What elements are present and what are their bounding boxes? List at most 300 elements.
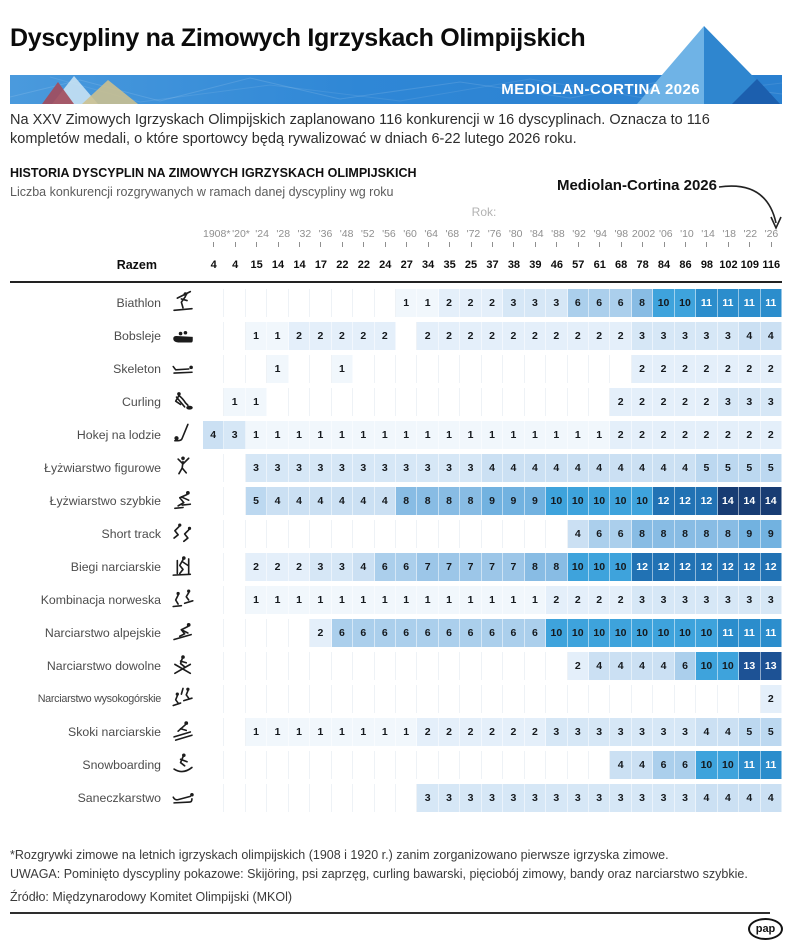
- heatmap-cell: [353, 388, 374, 416]
- heatmap-cell: 3: [653, 586, 674, 614]
- tick-mark: [289, 242, 310, 247]
- heatmap-cell: 5: [739, 454, 760, 482]
- heatmap-cell: 1: [417, 586, 438, 614]
- heatmap-cell: 5: [696, 454, 717, 482]
- heatmap-cell: [246, 751, 267, 779]
- heatmap-cell: 7: [460, 553, 481, 581]
- heatmap-cell: [224, 487, 245, 515]
- heatmap-cell: 1: [482, 421, 503, 449]
- heatmap-cell: [267, 388, 288, 416]
- heatmap-cell: 1: [332, 355, 353, 383]
- heatmap-cell: [503, 520, 524, 548]
- heatmap-cell: 9: [525, 487, 546, 515]
- source-line: Źródło: Międzynarodowy Komitet Olimpijski (MKOl): [10, 890, 293, 904]
- year-label: '80: [508, 228, 523, 240]
- ice-hockey-icon: [168, 421, 198, 449]
- heatmap-cell: 9: [761, 520, 782, 548]
- heatmap-cell: 3: [761, 586, 782, 614]
- total-value: 14: [271, 259, 285, 271]
- heatmap-cell: 3: [589, 784, 610, 812]
- heatmap-cell: 12: [696, 553, 717, 581]
- heatmap-cell: 2: [460, 289, 481, 317]
- section-subheading: Liczba konkurencji rozgrywanych w ramach danej dyscypliny wg roku: [10, 185, 394, 199]
- heatmap-cell: [203, 289, 224, 317]
- heatmap-cell: [353, 355, 374, 383]
- heatmap-cell: [375, 751, 396, 779]
- discipline-label: Kombinacja norweska: [40, 592, 161, 607]
- heatmap-cell: 2: [503, 718, 524, 746]
- heatmap-cell: 6: [675, 751, 696, 779]
- heatmap-cell: 10: [568, 619, 589, 647]
- heatmap-cell: [310, 355, 331, 383]
- heatmap-cell: 4: [653, 454, 674, 482]
- heatmap-cell: [224, 718, 245, 746]
- heatmap-cell: 9: [503, 487, 524, 515]
- heatmap-cell: [224, 751, 245, 779]
- heatmap-cell: 3: [589, 718, 610, 746]
- heatmap-cell: 1: [525, 421, 546, 449]
- heatmap-cell: [289, 784, 310, 812]
- heatmap-cell: 3: [718, 388, 739, 416]
- discipline-label: Saneczkarstwo: [77, 790, 161, 805]
- heatmap-cell: [396, 652, 417, 680]
- tick-mark: [653, 242, 674, 247]
- heatmap-cell: 11: [739, 619, 760, 647]
- heatmap-cell: 6: [610, 520, 631, 548]
- ski-jumping-icon: [168, 718, 198, 746]
- heatmap-cell: 2: [310, 619, 331, 647]
- total-value: 4: [232, 259, 239, 271]
- heatmap-cell: [439, 751, 460, 779]
- heatmap-cell: 2: [439, 718, 460, 746]
- heatmap-cell: 2: [610, 586, 631, 614]
- heatmap-cell: 12: [675, 553, 696, 581]
- heatmap-cell: 1: [267, 718, 288, 746]
- year-label: '32: [297, 228, 312, 240]
- total-value: 35: [443, 259, 456, 271]
- discipline-label: Łyżwiarstwo figurowe: [44, 460, 161, 475]
- heatmap-cell: 1: [546, 421, 567, 449]
- heatmap-cell: 3: [696, 586, 717, 614]
- heatmap-cell: 2: [439, 289, 460, 317]
- heatmap-cell: 1: [310, 421, 331, 449]
- total-value: 46: [550, 259, 563, 271]
- banner-triangles: [24, 75, 184, 104]
- year-label: '92: [572, 228, 586, 240]
- heatmap-cell: 3: [503, 784, 524, 812]
- heatmap-cell: 13: [739, 652, 760, 680]
- heatmap-cell: [375, 388, 396, 416]
- heatmap-cell: [203, 586, 224, 614]
- heatmap-cell: [460, 751, 481, 779]
- row-label-area: [10, 421, 203, 449]
- heatmap-cell: 8: [653, 520, 674, 548]
- heatmap-cell: 4: [675, 454, 696, 482]
- year-label: '48: [339, 228, 354, 240]
- heatmap-cell: 10: [653, 619, 674, 647]
- heatmap-cell: [203, 652, 224, 680]
- total-value: 22: [336, 259, 349, 271]
- row-cells: [203, 784, 782, 812]
- tick-mark: [696, 242, 717, 247]
- heatmap-cell: [375, 289, 396, 317]
- heatmap-cell: 3: [632, 784, 653, 812]
- discipline-label: Narciarstwo wysokogórskie: [37, 692, 161, 705]
- row-label-area: [10, 652, 203, 680]
- year-label: '84: [529, 228, 544, 240]
- year-label: 2002: [631, 228, 656, 240]
- heatmap-cell: [289, 388, 310, 416]
- year-label: '26: [764, 228, 779, 240]
- heatmap-cell: 2: [675, 421, 696, 449]
- year-label: '24: [255, 228, 269, 240]
- discipline-label: Bobsleje: [113, 328, 161, 343]
- heatmap-cell: [289, 619, 310, 647]
- heatmap-cell: 2: [503, 322, 524, 350]
- heatmap-cell: [718, 685, 739, 713]
- heatmap-cell: 3: [246, 454, 267, 482]
- tick-mark: [632, 242, 653, 247]
- heatmap-cell: 9: [482, 487, 503, 515]
- heatmap-cell: 3: [632, 718, 653, 746]
- heatmap-cell: 3: [503, 289, 524, 317]
- discipline-label: Łyżwiarstwo szybkie: [49, 493, 161, 508]
- year-label: '68: [445, 228, 460, 240]
- heatmap-cell: 1: [332, 421, 353, 449]
- total-value: 25: [464, 259, 478, 271]
- heatmap-cell: 4: [589, 652, 610, 680]
- table-row: [10, 748, 782, 781]
- heatmap-cell: 3: [439, 454, 460, 482]
- table-row: [10, 583, 782, 616]
- tick-mark: [332, 242, 353, 247]
- heatmap-cell: [246, 619, 267, 647]
- heatmap-cell: 11: [739, 289, 760, 317]
- year-label: '36: [318, 228, 333, 240]
- total-value: 57: [572, 259, 585, 271]
- footnote-1: *Rozgrywki zimowe na letnich igrzyskach olimpijskich (1908 i 1920 r.) zanim zorganizowano pierwsze igrzyska zimowe.: [10, 848, 669, 862]
- heatmap-cell: [353, 520, 374, 548]
- heatmap-cell: [289, 520, 310, 548]
- heatmap-cell: 7: [503, 553, 524, 581]
- row-cells: [203, 553, 782, 581]
- year-label: '52: [360, 228, 375, 240]
- heatmap-cell: 6: [375, 619, 396, 647]
- heatmap-cell: 2: [653, 388, 674, 416]
- heatmap-cell: 2: [589, 322, 610, 350]
- heatmap-cell: 2: [482, 322, 503, 350]
- total-value: 4: [210, 259, 217, 271]
- heatmap-cell: 10: [546, 619, 567, 647]
- heatmap-cell: [482, 388, 503, 416]
- tick-mark: [396, 242, 417, 247]
- heatmap-cell: 3: [546, 289, 567, 317]
- heatmap-cell: [525, 685, 546, 713]
- heatmap-cell: 3: [375, 454, 396, 482]
- heatmap-cell: 1: [375, 586, 396, 614]
- table-row: [10, 682, 782, 715]
- bobsleigh-icon: [168, 322, 198, 350]
- heatmap-cell: 4: [696, 784, 717, 812]
- heatmap-cell: [224, 652, 245, 680]
- heatmap-cell: 1: [503, 586, 524, 614]
- heatmap-cell: 6: [353, 619, 374, 647]
- heatmap-cell: 3: [289, 454, 310, 482]
- heatmap-cell: [396, 751, 417, 779]
- total-value: 109: [740, 259, 759, 271]
- heatmap-cell: [546, 388, 567, 416]
- row-label-area: [10, 487, 203, 515]
- tick-mark: [503, 242, 524, 247]
- year-label: '72: [466, 228, 481, 240]
- heatmap-cell: 1: [589, 421, 610, 449]
- heatmap-cell: 1: [310, 718, 331, 746]
- heatmap-cell: 1: [460, 586, 481, 614]
- heatmap-cell: [267, 619, 288, 647]
- heatmap-cell: 12: [632, 553, 653, 581]
- total-value: 22: [357, 259, 370, 271]
- heatmap-cell: 1: [375, 421, 396, 449]
- heatmap-cell: 6: [460, 619, 481, 647]
- heatmap-cell: [525, 520, 546, 548]
- heatmap-cell: [396, 355, 417, 383]
- heatmap-cell: 7: [482, 553, 503, 581]
- heatmap-cell: [203, 388, 224, 416]
- heatmap-cell: [224, 685, 245, 713]
- heatmap-cell: [310, 784, 331, 812]
- heatmap-cell: [353, 289, 374, 317]
- heatmap-cell: 10: [568, 553, 589, 581]
- heatmap-cell: 1: [439, 586, 460, 614]
- heatmap-cell: [224, 289, 245, 317]
- year-label: '88: [551, 228, 565, 240]
- heatmap-cell: [417, 388, 438, 416]
- heatmap-cell: 3: [396, 454, 417, 482]
- heatmap-cell: 3: [546, 718, 567, 746]
- heatmap-cell: 2: [568, 652, 589, 680]
- heatmap-cell: 3: [417, 454, 438, 482]
- heatmap-cell: [589, 751, 610, 779]
- heatmap-cell: [546, 685, 567, 713]
- table-row: [10, 319, 782, 352]
- heatmap-cell: 11: [761, 289, 782, 317]
- heatmap-cell: [696, 685, 717, 713]
- heatmap-cell: 14: [718, 487, 739, 515]
- row-cells: [203, 355, 782, 383]
- heatmap-cell: 2: [761, 355, 782, 383]
- heatmap-cell: 3: [568, 718, 589, 746]
- heatmap-cell: 2: [589, 586, 610, 614]
- row-label-area: [10, 685, 203, 713]
- heatmap-cell: [546, 355, 567, 383]
- year-label: '60: [403, 228, 417, 240]
- tick-mark: [246, 242, 267, 247]
- table-row: [10, 484, 782, 517]
- heatmap-cell: 4: [289, 487, 310, 515]
- heatmap-cell: [332, 388, 353, 416]
- table-row: [10, 781, 782, 814]
- heatmap-cell: [224, 586, 245, 614]
- heatmap-cell: [203, 784, 224, 812]
- heatmap-cell: [332, 520, 353, 548]
- annotation-label: Mediolan-Cortina 2026: [556, 177, 717, 194]
- heatmap-cell: [417, 751, 438, 779]
- heatmap-cell: 1: [525, 586, 546, 614]
- heatmap-cell: 2: [632, 421, 653, 449]
- table-row: [10, 616, 782, 649]
- heatmap-cell: [267, 784, 288, 812]
- heatmap-cell: 1: [353, 586, 374, 614]
- heatmap-cell: [439, 355, 460, 383]
- heatmap-cell: [439, 652, 460, 680]
- heatmap-cell: 10: [696, 751, 717, 779]
- heatmap-cell: 1: [267, 421, 288, 449]
- heatmap-cell: [289, 751, 310, 779]
- row-cells: [203, 685, 782, 713]
- heatmap-cell: 2: [439, 322, 460, 350]
- heatmap-cell: 1: [267, 586, 288, 614]
- heatmap-cell: 4: [739, 784, 760, 812]
- year-label: '10: [680, 228, 694, 240]
- row-label-area: [10, 751, 203, 779]
- discipline-label: Snowboarding: [82, 757, 161, 772]
- heatmap-cell: [353, 685, 374, 713]
- heatmap-cell: 14: [761, 487, 782, 515]
- heatmap-cell: 11: [718, 289, 739, 317]
- total-value: 68: [615, 259, 628, 271]
- total-value: 37: [486, 259, 499, 271]
- heatmap-cell: [589, 355, 610, 383]
- tick-mark: [375, 242, 396, 247]
- heatmap-cell: 8: [546, 553, 567, 581]
- row-label-area: [10, 718, 203, 746]
- heatmap-cell: [417, 685, 438, 713]
- row-cells: [203, 322, 782, 350]
- heatmap-cell: [267, 751, 288, 779]
- heatmap-cell: 3: [332, 454, 353, 482]
- tick-cells: [203, 242, 782, 247]
- heatmap-cell: 1: [267, 355, 288, 383]
- heatmap-cell: [460, 388, 481, 416]
- heatmap-cell: 6: [610, 289, 631, 317]
- tick-mark: [546, 242, 567, 247]
- table-row: [10, 418, 782, 451]
- footnote-2: UWAGA: Pominięto dyscypliny pokazowe: Skijöring, psi zaprzęg, curling bawarski, pięciobój zimowy, bandy oraz narciarstwo szybkie.: [10, 866, 748, 881]
- heatmap-cell: 1: [396, 586, 417, 614]
- heatmap-cell: [246, 652, 267, 680]
- total-value: 34: [422, 259, 435, 271]
- heatmap-cell: 1: [353, 718, 374, 746]
- heatmap-cell: [224, 454, 245, 482]
- heatmap-cell: 6: [439, 619, 460, 647]
- heatmap-cell: 4: [353, 553, 374, 581]
- heatmap-cell: 6: [396, 553, 417, 581]
- heatmap-cell: 3: [718, 586, 739, 614]
- tick-mark: [568, 242, 589, 247]
- heatmap-cell: [525, 751, 546, 779]
- discipline-label: Narciarstwo dowolne: [46, 658, 161, 673]
- row-label-area: [10, 355, 203, 383]
- tick-mark: [525, 242, 546, 247]
- heatmap-cell: [417, 355, 438, 383]
- year-label: '18: [722, 228, 737, 240]
- heatmap-cell: 3: [653, 784, 674, 812]
- heatmap-cell: [546, 520, 567, 548]
- row-cells: [203, 289, 782, 317]
- luge-icon: [168, 784, 198, 812]
- row-cells: [203, 619, 782, 647]
- heatmap-cell: 4: [632, 751, 653, 779]
- heatmap-cell: 3: [224, 421, 245, 449]
- total-value: 102: [719, 259, 738, 271]
- heatmap-cell: 3: [739, 388, 760, 416]
- heatmap-cell: 10: [589, 553, 610, 581]
- heatmap-cell: 3: [696, 322, 717, 350]
- heatmap-cell: 4: [761, 322, 782, 350]
- table-row: [10, 385, 782, 418]
- heatmap-cell: [267, 685, 288, 713]
- heatmap-cell: 2: [460, 322, 481, 350]
- heatmap-cell: 2: [546, 586, 567, 614]
- heatmap-cell: [203, 355, 224, 383]
- heatmap-cell: 1: [332, 586, 353, 614]
- total-value: 116: [762, 259, 781, 271]
- heatmap-cell: 1: [482, 586, 503, 614]
- heatmap-cell: 12: [761, 553, 782, 581]
- heatmap-cell: 3: [353, 454, 374, 482]
- heatmap-cell: 3: [675, 586, 696, 614]
- year-label: 1908*: [203, 228, 231, 240]
- heatmap-cell: 6: [482, 619, 503, 647]
- heatmap-cell: 6: [525, 619, 546, 647]
- heatmap-cell: 2: [289, 322, 310, 350]
- heatmap-cell: 11: [761, 619, 782, 647]
- intro-text: Na XXV Zimowych Igrzyskach Olimpijskich zaplanowano 116 konkurencji w 16 dyscyplinach. Oznacza to 116 kompletów medali, o które sportowcy będą rywalizować w dniach 6-22 lutego 2026 roku.: [10, 112, 710, 148]
- heatmap-cell: [224, 520, 245, 548]
- heatmap-cell: [439, 520, 460, 548]
- discipline-label: Biathlon: [116, 295, 161, 310]
- heatmap-cell: 3: [653, 718, 674, 746]
- heatmap-cell: 6: [589, 289, 610, 317]
- heatmap-cell: 10: [632, 487, 653, 515]
- row-cells: [203, 718, 782, 746]
- heatmap-cell: [439, 685, 460, 713]
- year-label: '98: [614, 228, 629, 240]
- heatmap-cell: 8: [439, 487, 460, 515]
- heatmap-cell: 2: [696, 421, 717, 449]
- heatmap-cell: 1: [289, 718, 310, 746]
- heatmap-cell: 3: [675, 784, 696, 812]
- heatmap-cell: [396, 520, 417, 548]
- heatmap-cell: 1: [289, 421, 310, 449]
- heatmap-cell: [310, 652, 331, 680]
- heatmap-cell: [589, 388, 610, 416]
- cross-country-icon: [168, 553, 198, 581]
- heatmap-cell: 2: [353, 322, 374, 350]
- heatmap-cell: 2: [460, 718, 481, 746]
- heatmap-cell: 8: [460, 487, 481, 515]
- heatmap-cell: [353, 652, 374, 680]
- heatmap-cell: [332, 784, 353, 812]
- heatmap-cell: 3: [525, 289, 546, 317]
- heatmap-cell: [417, 520, 438, 548]
- heatmap-cell: 4: [267, 487, 288, 515]
- footnotes: [10, 846, 782, 884]
- total-value: 24: [379, 259, 392, 271]
- heatmap-cell: 6: [417, 619, 438, 647]
- tick-mark: [417, 242, 438, 247]
- heatmap-cell: 2: [761, 685, 782, 713]
